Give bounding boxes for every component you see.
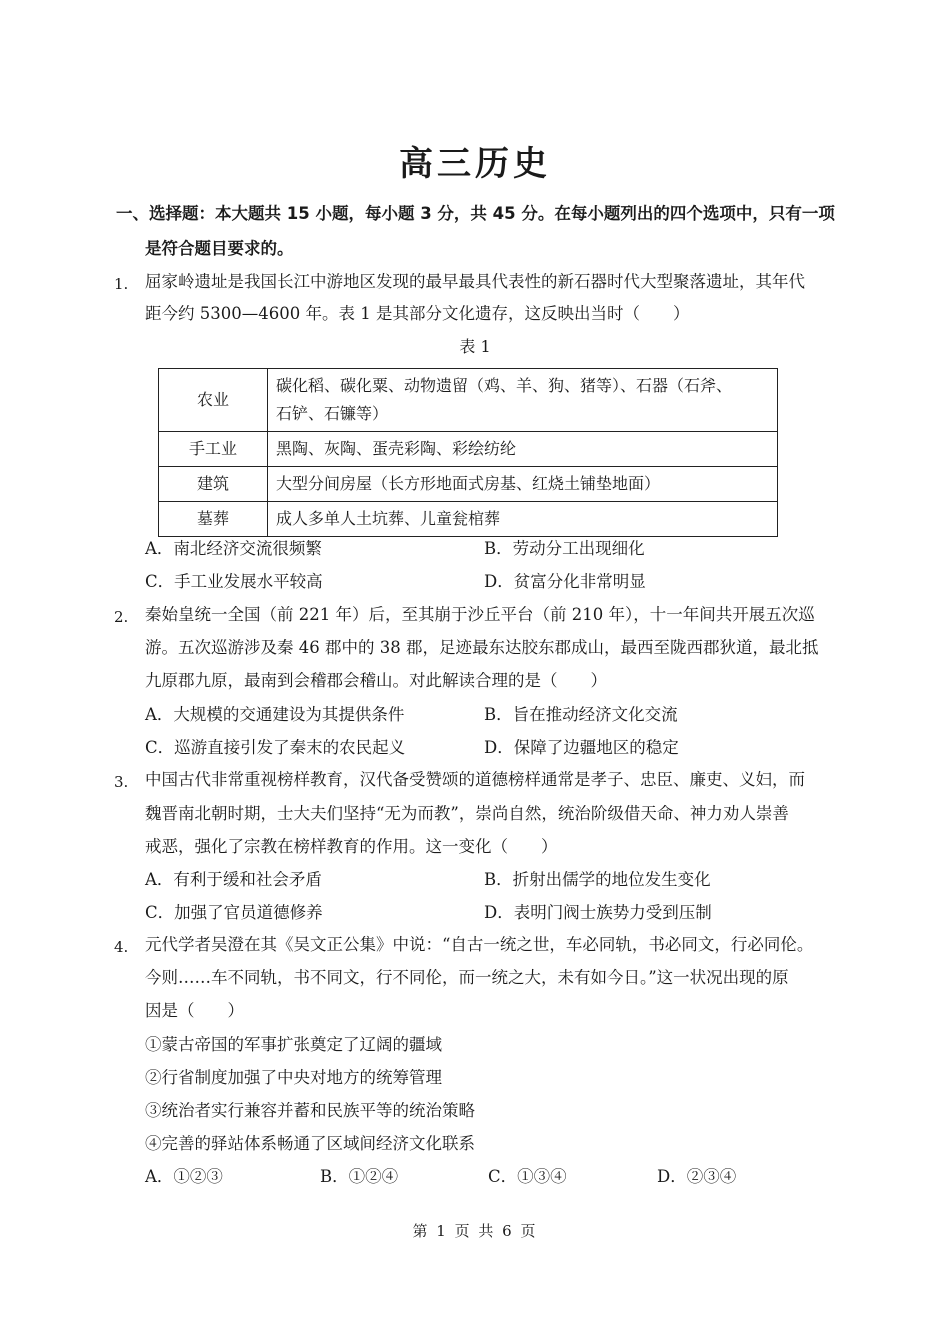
question-4-statement-4: ④完善的驿站体系畅通了区域间经济文化联系: [145, 1134, 475, 1153]
table-1-caption: 表 1: [459, 337, 491, 356]
question-1-option-b[interactable]: B．劳动分工出现细化: [484, 539, 645, 558]
question-1-option-c[interactable]: C．手工业发展水平较高: [145, 572, 323, 591]
question-4-statement-3: ③统治者实行兼容并蓄和民族平等的统治策略: [145, 1101, 475, 1120]
table-row: [159, 467, 778, 502]
table-category-burial: 墓葬: [159, 502, 268, 537]
exam-title: 高三历史: [399, 144, 551, 184]
table-category-handicraft: 手工业: [159, 432, 268, 467]
question-2-number: 2.: [114, 608, 129, 626]
question-4-option-d[interactable]: D．②③④: [657, 1167, 737, 1186]
table-content-agriculture: [268, 369, 778, 432]
question-3-option-d[interactable]: D．表明门阀士族势力受到压制: [484, 903, 712, 922]
table-category-agriculture: 农业: [159, 369, 268, 432]
question-4-stem-line-2: 今则……车不同轨，书不同文，行不同伦，而一统之大，未有如今日。”这一状况出现的原: [145, 968, 789, 987]
question-4-option-b[interactable]: B．①②④: [320, 1167, 399, 1186]
question-1-stem-line-1: 屈家岭遗址是我国长江中游地区发现的最早最具代表性的新石器时代大型聚落遗址，其年代: [145, 272, 805, 291]
question-2-stem-line-2: 游。五次巡游涉及秦 46 郡中的 38 郡，足迹最东达胶东郡成山，最西至陇西郡狄道，最北抵: [145, 638, 819, 657]
question-4-stem-line-1: 元代学者吴澄在其《吴文正公集》中说：“自古一统之世，车必同轨，书必同文，行必同伦。: [145, 935, 814, 954]
table-content-line: 石铲、石镰等）: [276, 404, 389, 423]
question-3-stem-line-2: 魏晋南北朝时期，士大夫们坚持“无为而教”，崇尚自然，统治阶级借天命、神力劝人崇善: [145, 804, 789, 823]
question-1-number: 1.: [114, 275, 129, 293]
table-category-architecture: 建筑: [159, 467, 268, 502]
question-3-option-c[interactable]: C．加强了官员道德修养: [145, 903, 323, 922]
question-2-option-b[interactable]: B．旨在推动经济文化交流: [484, 705, 678, 724]
table-content-architecture: 大型分间房屋（长方形地面式房基、红烧土铺垫地面）: [268, 467, 778, 502]
question-4-option-c[interactable]: C．①③④: [488, 1167, 567, 1186]
question-1-option-d[interactable]: D．贫富分化非常明显: [484, 572, 646, 591]
question-3-option-b[interactable]: B．折射出儒学的地位发生变化: [484, 870, 711, 889]
question-2-option-d[interactable]: D．保障了边疆地区的稳定: [484, 738, 679, 757]
question-1-stem-line-2: 距今约 5300—4600 年。表 1 是其部分文化遗存，这反映出当时（ ）: [145, 304, 690, 323]
table-row: [159, 432, 778, 467]
table-content-burial: 成人多单人土坑葬、儿童瓮棺葬: [268, 502, 778, 537]
question-4-number: 4.: [114, 938, 129, 956]
question-3-option-a[interactable]: A．有利于缓和社会矛盾: [145, 870, 322, 889]
table-row: [159, 502, 778, 537]
table-content-handicraft: 黑陶、灰陶、蛋壳彩陶、彩绘纺纶: [268, 432, 778, 467]
table-row: [159, 369, 778, 432]
question-3-stem-line-3: 戒恶，强化了宗教在榜样教育的作用。这一变化（ ）: [145, 837, 558, 856]
question-3-stem-line-1: 中国古代非常重视榜样教育，汉代备受赞颂的道德榜样通常是孝子、忠臣、廉吏、义妇，而: [145, 770, 805, 789]
page-footer: 第 1 页 共 6 页: [412, 1222, 538, 1240]
section-heading-line-1: 一、选择题：本大题共 15 小题，每小题 3 分，共 45 分。在每小题列出的四个选项中，只有一项: [116, 204, 835, 223]
question-4-stem-line-3: 因是（ ）: [145, 1001, 244, 1020]
question-2-option-a[interactable]: A．大规模的交通建设为其提供条件: [145, 705, 405, 724]
question-2-stem-line-3: 九原郡九原，最南到会稽郡会稽山。对此解读合理的是（ ）: [145, 671, 607, 690]
table-1: [158, 368, 778, 537]
question-1-option-a[interactable]: A．南北经济交流很频繁: [145, 539, 322, 558]
table-content-line: 碳化稻、碳化粟、动物遗留（鸡、羊、狗、猪等）、石器（石斧、: [276, 376, 733, 395]
question-2-stem-line-1: 秦始皇统一全国（前 221 年）后，至其崩于沙丘平台（前 210 年），十一年间共开展五次巡: [145, 605, 815, 624]
question-3-number: 3.: [114, 773, 129, 791]
question-4-statement-1: ①蒙古帝国的军事扩张奠定了辽阔的疆域: [145, 1035, 442, 1054]
question-2-option-c[interactable]: C．巡游直接引发了秦末的农民起义: [145, 738, 406, 757]
question-4-option-a[interactable]: A．①②③: [145, 1167, 223, 1186]
question-4-statement-2: ②行省制度加强了中央对地方的统筹管理: [145, 1068, 442, 1087]
section-heading-line-2: 是符合题目要求的。: [145, 239, 294, 258]
